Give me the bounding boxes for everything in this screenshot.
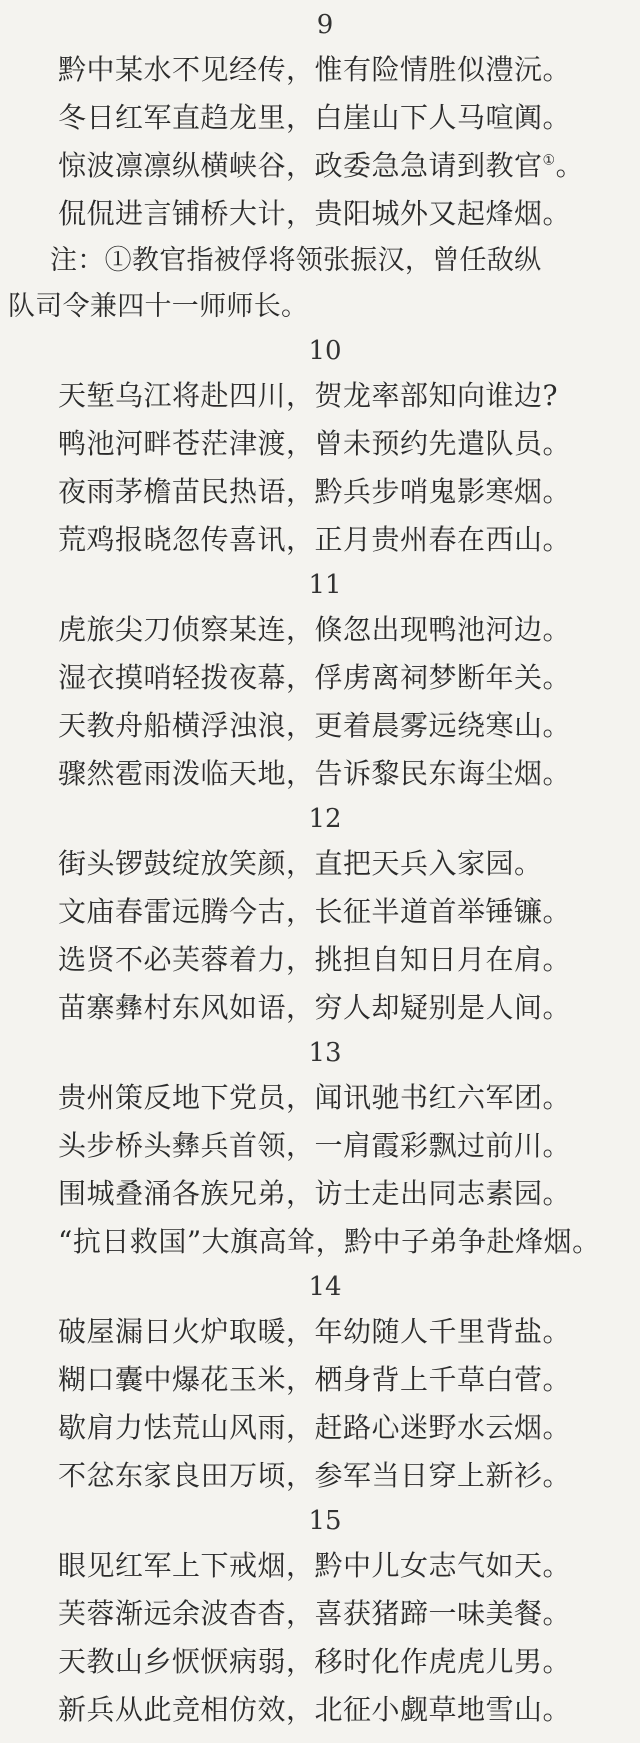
verse-line: “抗日救国”大旗高耸，黔中子弟争赴烽烟。 <box>58 1225 601 1258</box>
verse-line: 虎旅尖刀侦察某连，倏忽出现鸭池河边。 <box>58 613 572 646</box>
verse-line: 不忿东家良田万顷，参军当日穿上新衫。 <box>58 1459 572 1492</box>
stanza-number: 15 <box>308 1506 342 1536</box>
stanza-14 <box>0 1266 640 1500</box>
stanza-number: 9 <box>316 10 334 40</box>
verse-line: 骤然雹雨泼临天地，告诉黎民东诲尘烟。 <box>58 757 572 790</box>
verse-line: 苗寨彝村东风如语，穷人却疑别是人间。 <box>58 991 572 1024</box>
stanza-number: 11 <box>308 570 342 600</box>
verse-line: 围城叠涌各族兄弟，访士走出同志素园。 <box>58 1177 572 1210</box>
verse-line: 贵州策反地下党员，闻讯驰书红六军团。 <box>58 1081 572 1114</box>
verse-line: 街头锣鼓绽放笑颜，直把天兵入家园。 <box>58 847 543 880</box>
verse-line: 破屋漏日火炉取暖，年幼随人千里背盐。 <box>58 1315 572 1348</box>
verse-line: 黔中某水不见经传，惟有险情胜似澧沅。 <box>58 53 572 86</box>
stanza-number: 12 <box>308 804 342 834</box>
footnote-text-continued: 队司令兼四十一师师长。 <box>8 291 309 322</box>
verse-line: 夜雨茅檐苗民热语，黔兵步哨鬼影寒烟。 <box>58 475 572 508</box>
stanza-12 <box>0 798 640 1032</box>
stanza-13 <box>0 1032 640 1266</box>
stanza-number: 14 <box>308 1272 342 1302</box>
verse-line: 天教舟船横浮浊浪，更着晨雾远绕寒山。 <box>58 709 572 742</box>
stanza-15 <box>0 1500 640 1734</box>
verse-line: 选贤不必芙蓉着力，挑担自知日月在肩。 <box>58 943 572 976</box>
stanza-number: 13 <box>308 1038 342 1068</box>
verse-line: 荒鸡报晓忽传喜讯，正月贵州春在西山。 <box>58 523 572 556</box>
verse-line: 头步桥头彝兵首领，一肩霞彩飘过前川。 <box>58 1129 572 1162</box>
verse-line: 侃侃进言铺桥大计，贵阳城外又起烽烟。 <box>58 197 572 230</box>
stanza-11 <box>0 564 640 798</box>
footnote-marker: ① <box>542 152 556 169</box>
verse-line: 新兵从此竞相仿效，北征小觑草地雪山。 <box>58 1693 572 1726</box>
stanza-9 <box>0 4 640 330</box>
verse-line: 歇肩力怯荒山风雨，赶路心迷野水云烟。 <box>58 1411 572 1444</box>
verse-line-with-footnote <box>0 142 640 190</box>
verse-line: 湿衣摸哨轻拨夜幕，俘虏离祠梦断年关。 <box>58 661 572 694</box>
verse-line: 天堑乌江将赴四川，贺龙率部知向谁边? <box>58 379 559 412</box>
stanza-number: 10 <box>308 336 342 366</box>
verse-text: 惊波凛凛纵横峡谷，政委急急请到教官 <box>58 149 543 182</box>
verse-line: 芙蓉渐远余波杳杳，喜获猪蹄一味美餐。 <box>58 1597 572 1630</box>
verse-line: 糊口囊中爆花玉米，栖身背上千草白菅。 <box>58 1363 572 1396</box>
verse-line: 鸭池河畔苍茫津渡，曾未预约先遣队员。 <box>58 427 572 460</box>
verse-line: 文庙春雷远腾今古，长征半道首举锤镰。 <box>58 895 572 928</box>
footnote-text: 注：①教官指被俘将领张振汉，曾任敌纵 <box>50 245 542 276</box>
stanza-10 <box>0 330 640 564</box>
verse-line: 眼见红军上下戒烟，黔中儿女志气如天。 <box>58 1549 572 1582</box>
verse-line: 天教山乡恹恹病弱，移时化作虎虎儿男。 <box>58 1645 572 1678</box>
verse-punct: 。 <box>555 149 585 182</box>
verse-line: 冬日红军直趋龙里，白崖山下人马喧阗。 <box>58 101 572 134</box>
